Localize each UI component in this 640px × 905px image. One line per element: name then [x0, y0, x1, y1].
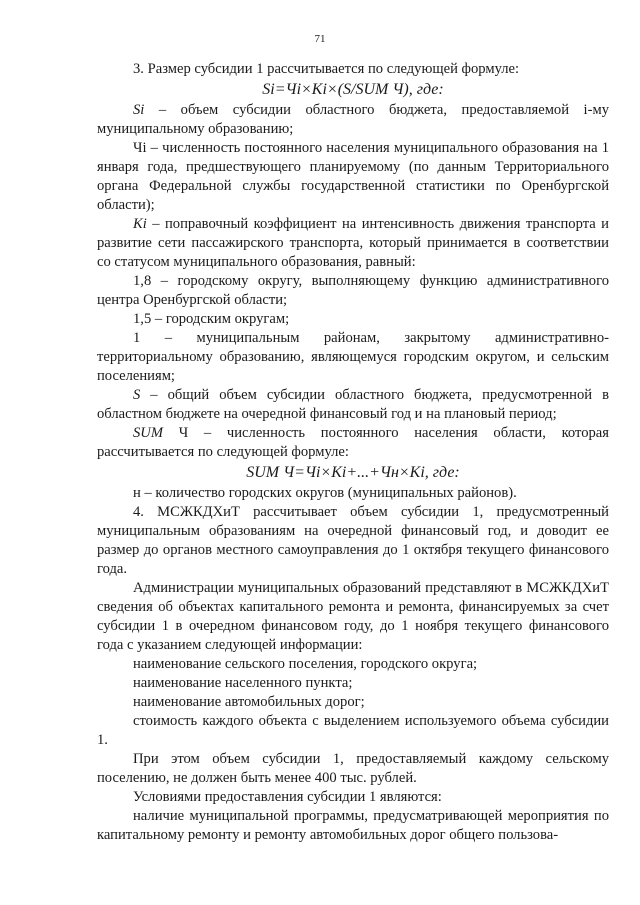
- definition-ki-text: – поправочный коэффициент на интенсивность движения транспорта и развитие сети пассажирского транспорта, который принимается в соответствии со статусом муниципального образования, равный:: [97, 216, 609, 270]
- definition-ki: [97, 215, 609, 272]
- formula-total-population: SUM Ч=Чi×Ki+...+Чн×Ki, где:: [246, 464, 460, 481]
- coefficient-1-5: 1,5 – городским округам;: [133, 311, 290, 327]
- paragraph-conditions: Условиями предоставления субсидии 1 являются:: [133, 789, 442, 805]
- definition-chi: [97, 139, 609, 215]
- coefficient-1: 1 – муниципальным районам, закрытому административно-территориальному образованию, являющемуся городским округом, и сельским поселениям;: [97, 330, 609, 384]
- list-item: наименование сельского поселения, городского округа;: [133, 656, 478, 672]
- list-item: наименование населенного пункта;: [133, 675, 353, 691]
- definition-n: н – количество городских округов (муниципальных районов).: [133, 485, 517, 501]
- term-chi: Чi: [133, 140, 147, 156]
- term-sum: SUM: [133, 425, 163, 441]
- term-ki: Ki: [133, 216, 147, 232]
- list-item: стоимость каждого объекта с выделением используемого объема субсидии 1.: [97, 713, 609, 748]
- definition-sum-text: Ч – численность постоянного населения области, которая рассчитывается по следующей формуле:: [97, 425, 609, 460]
- page-number: 71: [314, 33, 326, 45]
- formula-subsidy-size: Si=Чi×Ki×(S/SUM Ч), где:: [262, 81, 444, 98]
- definition-si-text: – объем субсидии областного бюджета, предоставляемой i-му муниципальному образованию;: [97, 102, 609, 137]
- coefficient-1-8: 1,8 – городскому округу, выполняющему функцию административного центра Оренбургской области;: [97, 273, 609, 308]
- paragraph-administrations: Администрации муниципальных образований представляют в МСЖКДХиТ сведения об объектах капитального ремонта и ремонта, финансируемых за счет субсидии 1 в очередном финансовом году, до 1 ноября текущего финансового года с указанием следующей информации:: [97, 580, 609, 653]
- definition-s: [97, 386, 609, 424]
- definition-si: [97, 101, 609, 139]
- term-s: S: [133, 387, 141, 403]
- definition-sum: [97, 424, 609, 462]
- document-body: [97, 60, 609, 845]
- paragraph-minimum: При этом объем субсидии 1, предоставляемый каждому сельскому поселению, не должен быть менее 400 тыс. рублей.: [97, 751, 609, 786]
- list-item: наименование автомобильных дорог;: [133, 694, 365, 710]
- paragraph-last: наличие муниципальной программы, предусматривающей мероприятия по капитальному ремонту и ремонту автомобильных дорог общего пользова-: [97, 808, 609, 843]
- definition-chi-text: – численность постоянного населения муниципального образования на 1 января года, предшествующего планируемому (по данным Территориального органа Федеральной службы государственной статистики по Оренбургской области);: [97, 140, 609, 213]
- definition-s-text: – общий объем субсидии областного бюджета, предусмотренной в областном бюджете на очередной финансовый год и на плановый период;: [97, 387, 609, 422]
- paragraph-formula-intro: 3. Размер субсидии 1 рассчитывается по следующей формуле:: [133, 61, 520, 77]
- paragraph-4: 4. МСЖКДХиТ рассчитывает объем субсидии 1, предусмотренный муниципальным образованиям на очередной финансовый год, и доводит ее размер до органов местного самоуправления до 1 октября текущего финансового года.: [97, 504, 609, 577]
- term-si: Si: [133, 102, 145, 118]
